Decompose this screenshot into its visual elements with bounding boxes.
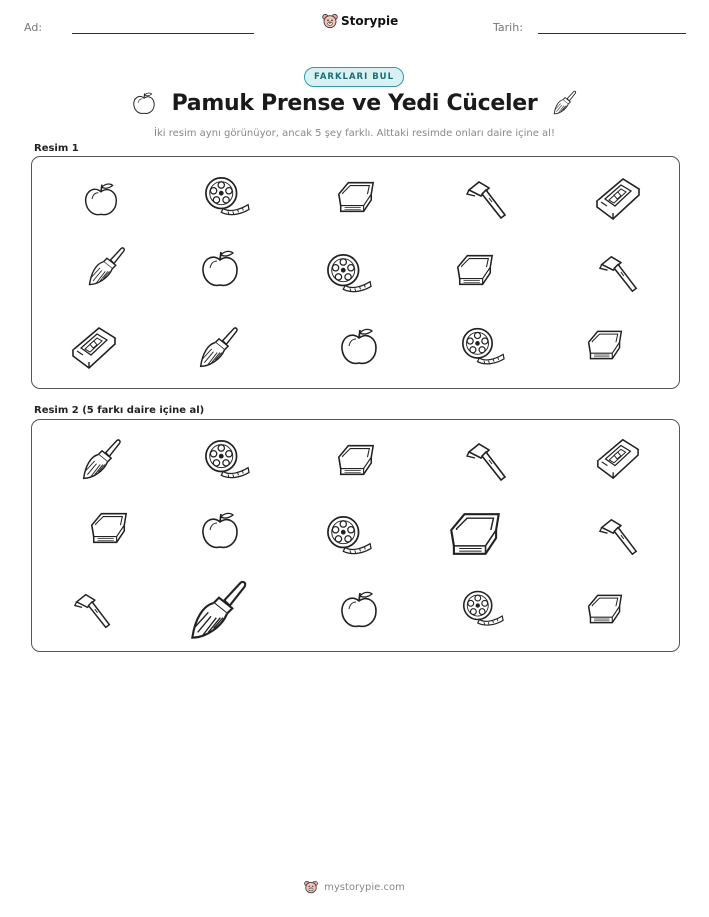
coffin-icon[interactable] (335, 439, 377, 481)
hammer-icon[interactable] (73, 591, 113, 631)
coffin-icon[interactable] (585, 589, 625, 629)
picture-1-label: Resim 1 (34, 143, 79, 154)
hammer-icon (598, 253, 640, 295)
apple-icon (200, 248, 240, 288)
apple-icon[interactable] (339, 589, 379, 629)
brush-icon[interactable] (187, 579, 251, 643)
worksheet-type-badge: FARKLARI BUL (304, 67, 404, 87)
apple-icon (83, 181, 119, 217)
film-reel-icon[interactable] (326, 513, 372, 559)
mousetrap-icon (69, 322, 117, 370)
coffin-icon[interactable] (88, 507, 130, 549)
coffin-icon (335, 176, 377, 218)
brush-icon (86, 246, 128, 288)
film-reel-icon[interactable] (204, 437, 250, 483)
bear-logo-icon (322, 13, 338, 29)
brush-icon (553, 90, 577, 116)
bear-logo-icon (304, 880, 318, 894)
film-reel-icon (461, 325, 505, 369)
hammer-icon (465, 178, 509, 222)
hammer-icon[interactable] (598, 516, 640, 558)
film-reel-icon (326, 251, 372, 297)
film-reel-icon (204, 174, 250, 220)
apple-icon (339, 326, 379, 366)
date-field[interactable] (538, 33, 686, 34)
apple-icon[interactable] (200, 510, 240, 550)
storypie-logo (322, 13, 398, 29)
date-label: Tarih: (493, 21, 523, 34)
name-label: Ad: (24, 21, 43, 34)
footer (0, 880, 709, 894)
brush-icon (197, 326, 241, 370)
film-reel-icon[interactable] (462, 588, 504, 630)
hammer-icon[interactable] (465, 440, 509, 484)
page-title: Pamuk Prense ve Yedi Cüceler (171, 90, 538, 116)
mousetrap-icon[interactable] (594, 434, 640, 480)
picture-2-panel[interactable] (31, 419, 680, 652)
coffin-icon[interactable] (446, 505, 504, 563)
logo-text: Storypie (341, 14, 399, 28)
picture-1-panel (31, 156, 680, 389)
coffin-icon (454, 249, 496, 291)
coffin-icon (585, 325, 625, 365)
name-field[interactable] (72, 33, 254, 34)
instructions: İki resim aynı görünüyor, ancak 5 şey farklı. Alttaki resimde onları daire içine al! (154, 128, 555, 139)
mousetrap-icon (593, 173, 641, 221)
footer-url[interactable]: mystorypie.com (324, 881, 405, 893)
apple-icon (132, 91, 156, 115)
title-row (0, 90, 709, 116)
picture-2-label: Resim 2 (5 farkı daire içine al) (34, 405, 205, 416)
brush-icon[interactable] (80, 438, 124, 482)
